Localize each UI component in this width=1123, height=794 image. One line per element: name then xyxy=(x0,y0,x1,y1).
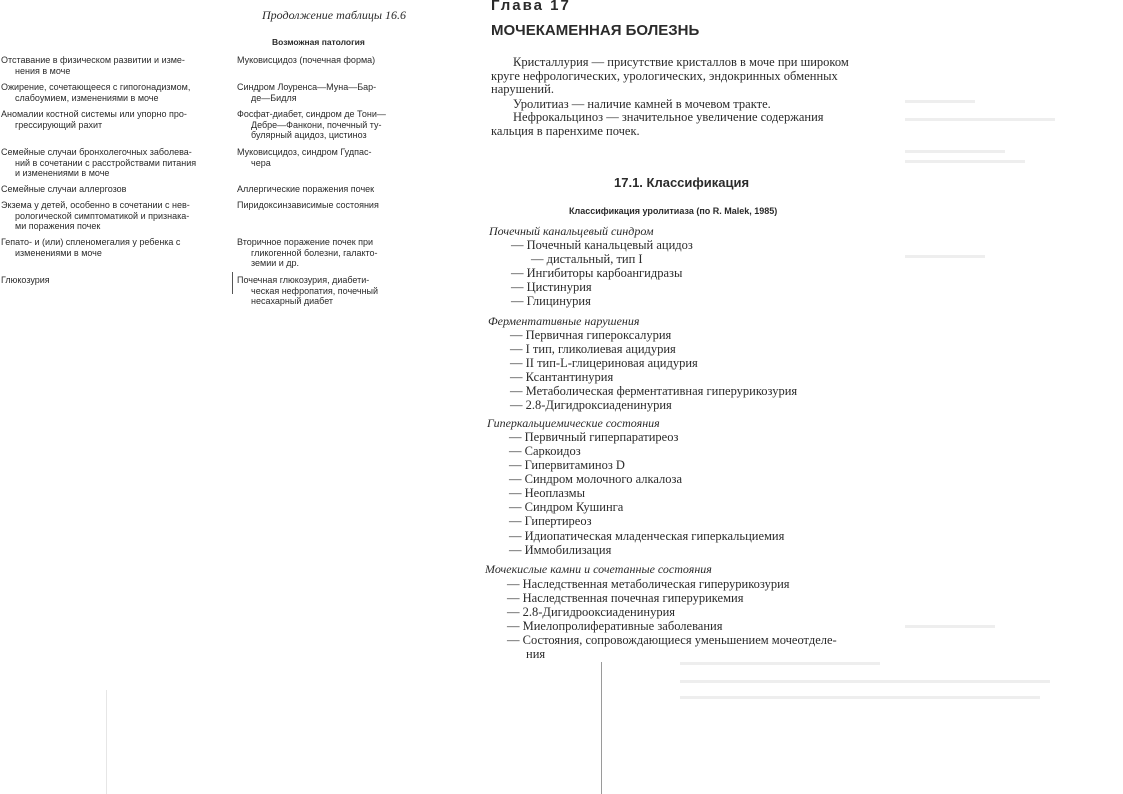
chapter-title: МОЧЕКАМЕННАЯ БОЛЕЗНЬ xyxy=(491,22,700,39)
table-cell-line: Пиридоксинзависимые состояния xyxy=(237,200,379,210)
table-cell-line: Семейные случаи бронхолегочных заболева- xyxy=(1,147,192,157)
classification-item: — Состояния, сопровождающиеся уменьшением мочеотделе- xyxy=(507,633,837,647)
classification-item: — Идиопатическая младенческая гиперкальциемия xyxy=(509,529,785,543)
classification-title: Классификация уролитиаза (по R. Malek, 1985) xyxy=(569,206,778,216)
paragraph-line: нарушений. xyxy=(491,82,554,96)
intro-paragraph xyxy=(491,56,905,97)
classification-item: — Синдром Кушинга xyxy=(509,500,624,514)
classification-item: — Неоплазмы xyxy=(509,486,585,500)
table-cell-symptom xyxy=(1,82,233,103)
table-continuation-caption: Продолжение таблицы 16.6 xyxy=(262,8,407,22)
classification-item: — Миелопролиферативные заболевания xyxy=(507,619,723,633)
classification-item: — Первичная гипероксалурия xyxy=(510,328,672,342)
table-cell-symptom xyxy=(1,55,233,76)
classification-item: — Синдром молочного алкалоза xyxy=(509,472,682,486)
table-column-header: Возможная патология xyxy=(272,37,365,47)
show-through-mark xyxy=(680,662,880,665)
table-cell-line: Дебре—Фанкони, почечный ту- xyxy=(251,119,382,130)
table-cell-line: нения в моче xyxy=(15,65,71,76)
paragraph-line: Нефрокальциноз — значительное увеличение содержания xyxy=(513,110,824,124)
table-cell-line: Ожирение, сочетающееся с гипогонадизмом, xyxy=(1,82,191,92)
table-cell-pathology xyxy=(237,82,411,103)
show-through-mark xyxy=(680,680,1050,683)
table-cell-line: Почечная глюкозурия, диабети- xyxy=(237,275,370,285)
table-cell-line: Семейные случаи аллергозов xyxy=(1,184,127,194)
table-cell-line: ческая нефропатия, почечный xyxy=(251,285,379,296)
table-cell-line: несахарный диабет xyxy=(251,296,334,306)
classification-item: — 2.8-Дигидрооксиаденинурия xyxy=(507,605,676,619)
table-cell-symptom xyxy=(1,109,233,130)
table-cell-pathology xyxy=(237,184,411,195)
table-cell-line: чера xyxy=(251,157,271,168)
table-cell-line: ми поражения почек xyxy=(15,221,101,231)
table-cell-line: Отставание в физическом развитии и изме- xyxy=(1,55,185,65)
show-through-mark xyxy=(905,150,1005,153)
classification-item: — Первичный гиперпаратиреоз xyxy=(509,430,679,444)
paragraph-line: Кристаллурия — присутствие кристаллов в моче при широком xyxy=(513,55,849,69)
classification-item: — Метаболическая ферментативная гиперурикозурия xyxy=(510,384,798,398)
table-cell-line: Вторичное поражение почек при xyxy=(237,237,374,247)
classification-item: — Наследственная почечная гиперурикемия xyxy=(507,591,744,605)
paragraph-line: кальция в паренхиме почек. xyxy=(491,123,640,138)
table-cell-line: и изменениями в моче xyxy=(15,168,110,178)
table-cell-pathology xyxy=(237,237,411,269)
classification-item: — Иммобилизация xyxy=(509,543,612,557)
table-cell-line: Гепато- и (или) спленомегалия у ребенка с xyxy=(1,237,181,247)
table-cell-line: рологической симптоматикой и признака- xyxy=(15,210,190,221)
table-cell-pathology xyxy=(237,275,411,307)
table-cell-line: Экзема у детей, особенно в сочетании с нев- xyxy=(1,200,190,210)
table-cell-pathology xyxy=(237,109,411,141)
classification-item: ния xyxy=(526,647,546,661)
page-gutter-line xyxy=(601,662,602,794)
classification-item: — дистальный, тип I xyxy=(531,252,643,266)
classification-group-title: Ферментативные нарушения xyxy=(488,314,640,328)
intro-paragraph xyxy=(491,111,905,138)
table-cell-line: земии и др. xyxy=(251,258,300,268)
classification-item: — 2.8-Дигидроксиаденинурия xyxy=(510,398,672,412)
classification-item: — Глицинурия xyxy=(511,294,591,308)
table-cell-line: ний в сочетании с расстройствами питания xyxy=(15,157,197,168)
table-cell-symptom xyxy=(1,200,233,232)
table-cell-line: Аномалии костной системы или упорно про- xyxy=(1,109,187,119)
classification-item: — Почечный канальцевый ацидоз xyxy=(511,238,693,252)
show-through-mark xyxy=(905,625,995,628)
section-title: 17.1. Классификация xyxy=(614,175,750,190)
table-cell-pathology xyxy=(237,55,411,66)
table-cell-line: Аллергические поражения почек xyxy=(237,184,375,194)
show-through-mark xyxy=(905,255,985,258)
paragraph-line: Уролитиаз — наличие камней в мочевом тракте. xyxy=(513,97,771,111)
table-cell-line: Глюкозурия xyxy=(1,275,50,285)
classification-item: — Гипертиреоз xyxy=(509,514,592,528)
table-cell-line: Фосфат-диабет, синдром де Тони— xyxy=(237,109,386,119)
show-through-mark xyxy=(905,160,1025,163)
classification-item: — Гипервитаминоз D xyxy=(509,458,625,472)
table-cell-pathology xyxy=(237,147,411,168)
table-cell-line: булярный ацидоз, цистиноз xyxy=(251,130,367,140)
classification-item: — Цистинурия xyxy=(511,280,592,294)
table-cell-line: Муковисцидоз (почечная форма) xyxy=(237,55,376,65)
table-cell-line: грессирующий рахит xyxy=(15,119,103,130)
table-cell-symptom xyxy=(1,184,233,195)
table-cell-symptom xyxy=(1,275,233,286)
table-column-divider xyxy=(232,272,233,294)
classification-item: — I тип, гликолиевая ацидурия xyxy=(510,342,676,356)
page-shadow-line xyxy=(106,690,107,794)
show-through-mark xyxy=(905,100,975,103)
table-cell-line: гликогенной болезни, галакто- xyxy=(251,247,378,258)
show-through-mark xyxy=(680,696,1040,699)
classification-item: — Наследственная метаболическая гиперурикозурия xyxy=(507,577,790,591)
classification-item: — II тип-L-глицериновая ацидурия xyxy=(510,356,698,370)
classification-group-title: Гиперкальциемические состояния xyxy=(487,416,660,430)
table-cell-symptom xyxy=(1,147,233,179)
paragraph-line: круге нефрологических, урологических, эндокринных обменных xyxy=(491,68,838,83)
classification-group-title: Почечный канальцевый синдром xyxy=(489,224,654,238)
table-cell-symptom xyxy=(1,237,233,258)
classification-item: — Саркоидоз xyxy=(509,444,581,458)
chapter-label: Глава 17 xyxy=(491,0,571,14)
table-cell-line: Синдром Лоуренса—Муна—Бар- xyxy=(237,82,377,92)
show-through-mark xyxy=(905,118,1055,121)
table-cell-pathology xyxy=(237,200,411,211)
table-cell-line: слабоумием, изменениями в моче xyxy=(15,92,159,103)
table-cell-line: изменениями в моче xyxy=(15,247,102,258)
classification-item: — Ксантантинурия xyxy=(510,370,614,384)
classification-item: — Ингибиторы карбоангидразы xyxy=(511,266,683,280)
table-cell-line: де—Бидля xyxy=(251,92,297,103)
classification-group-title: Мочекислые камни и сочетанные состояния xyxy=(485,562,712,576)
table-cell-line: Муковисцидоз, синдром Гудпас- xyxy=(237,147,372,157)
